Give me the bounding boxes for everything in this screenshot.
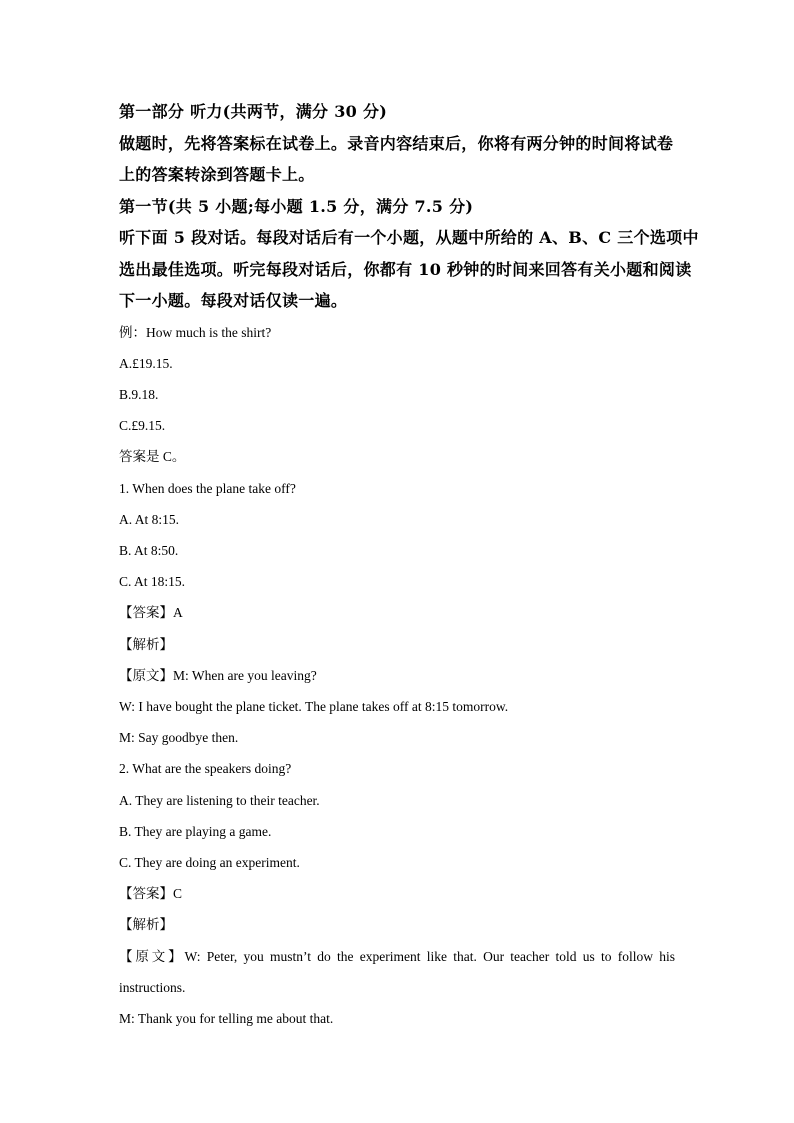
instruction-line-3: 下一小题。每段对话仅读一遍。 [119,291,348,310]
q1-transcript-2: W: I have bought the plane ticket. The plane takes off at 8:15 tomorrow. [119,698,509,714]
q1-answer: 【答案】A [119,605,183,621]
section1-title: 第一节(共 5 小题;每小题 1.5 分，满分 7.5 分) [119,196,474,216]
q2-option-c: C. They are doing an experiment. [119,854,300,870]
example-option-b: B.9.18. [119,386,159,402]
q1-option-a: A. At 8:15. [119,511,180,527]
q2-analysis: 【解析】 [119,917,173,933]
exam-page [119,96,699,1034]
q2-question: 2. What are the speakers doing? [119,761,292,777]
intro-line-2: 上的答案转涂到答题卡上。 [119,165,315,184]
part1-title: 第一部分 听力(共两节，满分 30 分) [119,102,388,121]
instruction-line-1: 听下面 5 段对话。每段对话后有一个小题，从题中所给的 A、B、C 三个选项中 [119,228,699,247]
q2-transcript-1: 【原文】W: Peter, you mustn’t do the experiment like that. Our teacher told us to follow his instructions. [119,948,675,995]
q2-option-a: A. They are listening to their teacher. [119,792,320,808]
intro-line-1: 做题时，先将答案标在试卷上。录音内容结束后，你将有两分钟的时间将试卷 [119,133,674,153]
instruction-line-2: 选出最佳选项。听完每段对话后，你都有 10 秒钟的时间来回答有关小题和阅读 [119,259,692,279]
q2-answer: 【答案】C [119,886,183,902]
example-question: 例：How much is the shirt? [119,324,272,340]
q2-option-b: B. They are playing a game. [119,823,272,839]
q1-option-c: C. At 18:15. [119,574,186,590]
q1-transcript-1: 【原文】M: When are you leaving? [119,667,317,683]
example-answer: 答案是 C。 [119,449,186,465]
q1-transcript-3: M: Say goodbye then. [119,730,239,746]
q1-analysis: 【解析】 [119,636,173,652]
q1-question: 1. When does the plane take off? [119,480,296,496]
q1-option-b: B. At 8:50. [119,542,179,558]
example-option-a: A.£19.15. [119,355,173,371]
example-option-c: C.£9.15. [119,418,166,434]
q2-transcript-2: M: Thank you for telling me about that. [119,1010,334,1026]
